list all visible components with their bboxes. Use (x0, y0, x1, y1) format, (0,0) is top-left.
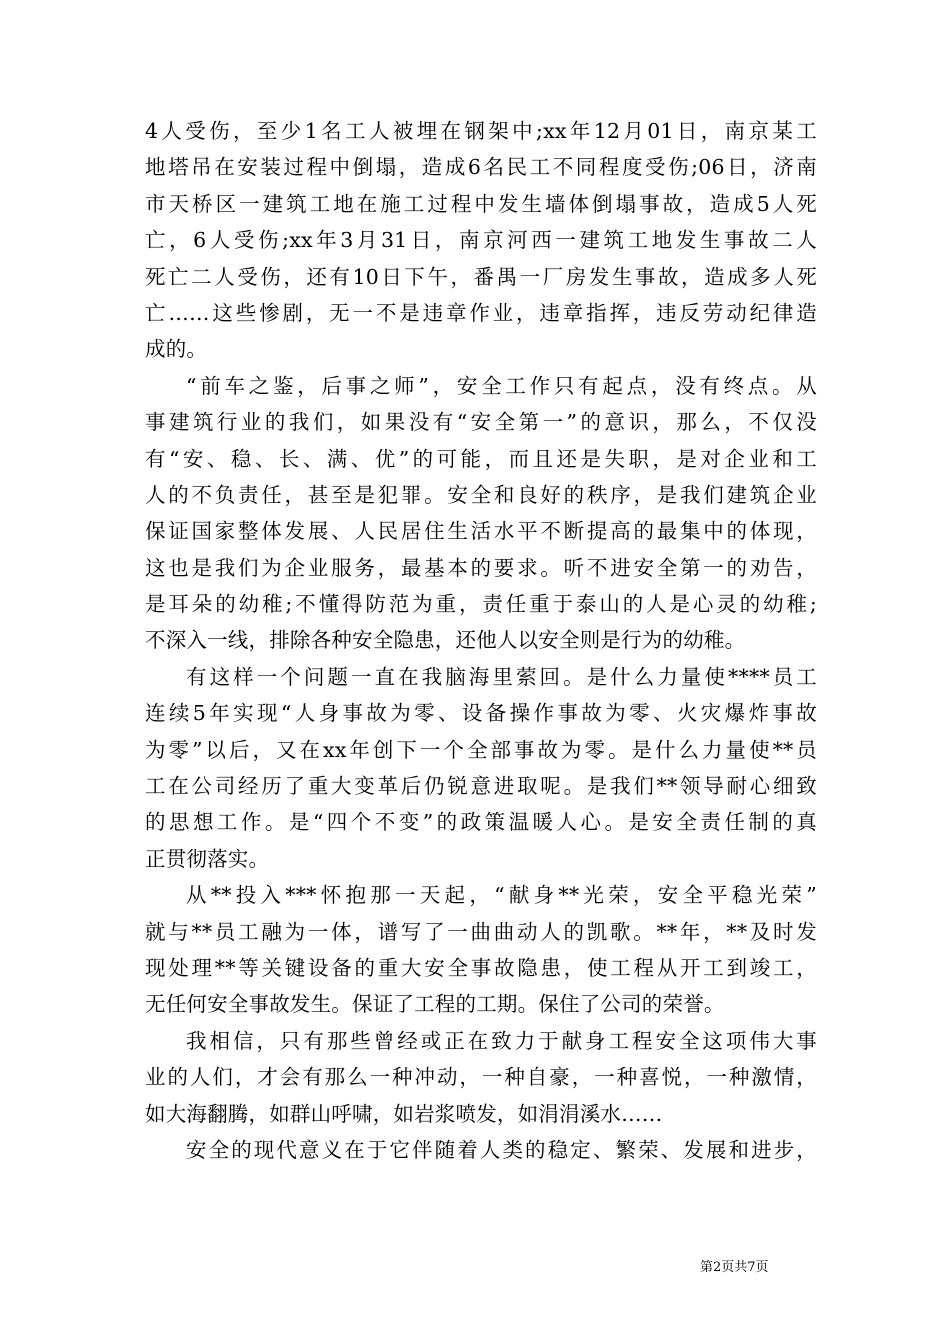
page-number: 第2页共7页 (700, 1260, 769, 1275)
text-line: 的思想工作。是“四个不变”的政策温暖人心。是安全责任制的真 (145, 810, 817, 835)
text-line: 保证国家整体发展、人民居住生活水平不断提高的最集中的体现， (145, 519, 817, 544)
text-line: 4人受伤，至少1名工人被埋在钢架中;xx年12月01日，南京某工 (145, 119, 817, 143)
paragraph-first-line: 我相信，只有那些曾经或正在致力于献身工程安全这项伟大事 (186, 1028, 817, 1053)
text-line: 就与**员工融为一体，谱写了一曲曲动人的凯歌。**年，**及时发 (145, 919, 817, 944)
text-line: 人的不负责任，甚至是犯罪。安全和良好的秩序，是我们建筑企业 (145, 482, 817, 507)
text-line: 无任何安全事故发生。保证了工程的工期。保住了公司的荣誉。 (145, 992, 725, 1017)
text-line: 成的。 (145, 337, 208, 362)
text-line: 亡，6人受伤;xx年3月31日，南京河西一建筑工地发生事故二人 (145, 228, 817, 253)
text-line: 不深入一线，排除各种安全隐患，还他人以安全则是行为的幼稚。 (145, 628, 746, 653)
text-line: 亡……这些惨剧，无一不是违章作业，违章指挥，违反劳动纪律造 (145, 300, 817, 325)
text-line: 现处理**等关键设备的重大安全事故隐患，使工程从开工到竣工， (145, 955, 817, 980)
document-body (145, 113, 825, 1168)
text-line: 市天桥区一建筑工地在施工过程中发生墙体倒塌事故，造成5人死 (145, 191, 817, 216)
paragraph-first-line: 从**投入***怀抱那一天起，“献身**光荣，安全平稳光荣” (186, 883, 817, 908)
text-line: 连续5年实现“人身事故为零、设备操作事故为零、火灾爆炸事故 (145, 701, 817, 726)
paragraph-first-line: “前车之鉴，后事之师”，安全工作只有起点，没有终点。从 (186, 373, 817, 398)
text-line: 死亡二人受伤，还有10日下午，番禺一厂房发生事故，造成多人死 (145, 264, 817, 289)
text-line: 业的人们，才会有那么一种冲动，一种自豪，一种喜悦，一种激情， (145, 1065, 817, 1090)
paragraph-first-line: 安全的现代意义在于它伴随着人类的稳定、繁荣、发展和进步， (186, 1137, 817, 1162)
text-line: 如大海翻腾，如群山呼啸，如岩浆喷发，如涓涓溪水…… (145, 1101, 663, 1126)
text-line: 工在公司经历了重大变革后仍锐意进取呢。是我们**领导耐心细致 (145, 774, 817, 799)
text-line: 是耳朵的幼稚;不懂得防范为重，责任重于泰山的人是心灵的幼稚; (145, 592, 817, 617)
text-line: 地塔吊在安装过程中倒塌，造成6名民工不同程度受伤;06日，济南 (145, 155, 817, 180)
text-line: 这也是我们为企业服务，最基本的要求。听不进安全第一的劝告， (145, 555, 817, 580)
paragraph-first-line: 有这样一个问题一直在我脑海里萦回。是什么力量使****员工 (186, 664, 817, 689)
text-line: 事建筑行业的我们，如果没有“安全第一”的意识，那么，不仅没 (145, 410, 817, 435)
text-line: 正贯彻落实。 (145, 846, 270, 871)
text-line: 有“安、稳、长、满、优”的可能，而且还是失职，是对企业和工 (145, 446, 817, 471)
text-line: 为零”以后，又在xx年创下一个全部事故为零。是什么力量使**员 (145, 737, 817, 762)
